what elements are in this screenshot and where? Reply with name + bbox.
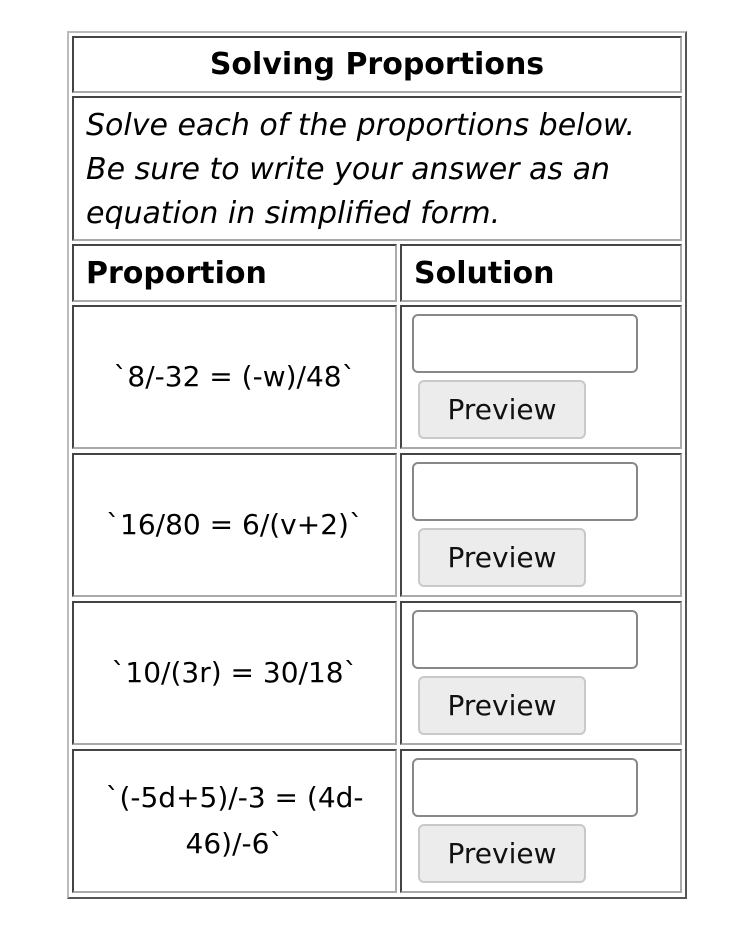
preview-button-4[interactable]: Preview: [418, 824, 586, 883]
solution-cell-1: [400, 305, 682, 449]
answer-input-4[interactable]: [412, 758, 638, 817]
proportion-cell-4: [72, 749, 397, 893]
proportion-expression: `10/(3r) = 30/18`: [111, 656, 358, 689]
solution-cell-3: [400, 601, 682, 745]
proportion-expression: `16/80 = 6/(v+2)`: [106, 508, 363, 541]
column-header-proportion: Proportion: [72, 244, 397, 302]
answer-input-3[interactable]: [412, 610, 638, 669]
preview-button-1[interactable]: Preview: [418, 380, 586, 439]
proportion-cell-3: [72, 601, 397, 745]
preview-button-2[interactable]: Preview: [418, 528, 586, 587]
instructions-text: Solve each of the proportions below. Be sure to write your answer as an equation in simplified form.: [72, 96, 682, 241]
proportion-cell-2: [72, 453, 397, 597]
solution-cell-2: [400, 453, 682, 597]
answer-input-1[interactable]: [412, 314, 638, 373]
answer-input-2[interactable]: [412, 462, 638, 521]
preview-button-3[interactable]: Preview: [418, 676, 586, 735]
table-title: Solving Proportions: [72, 36, 682, 93]
proportion-expression: `(-5d+5)/-3 = (4d-46)/-6`: [105, 781, 364, 860]
column-header-solution: Solution: [400, 244, 682, 302]
proportion-expression: `8/-32 = (-w)/48`: [113, 360, 356, 393]
proportion-cell-1: [72, 305, 397, 449]
solution-cell-4: [400, 749, 682, 893]
